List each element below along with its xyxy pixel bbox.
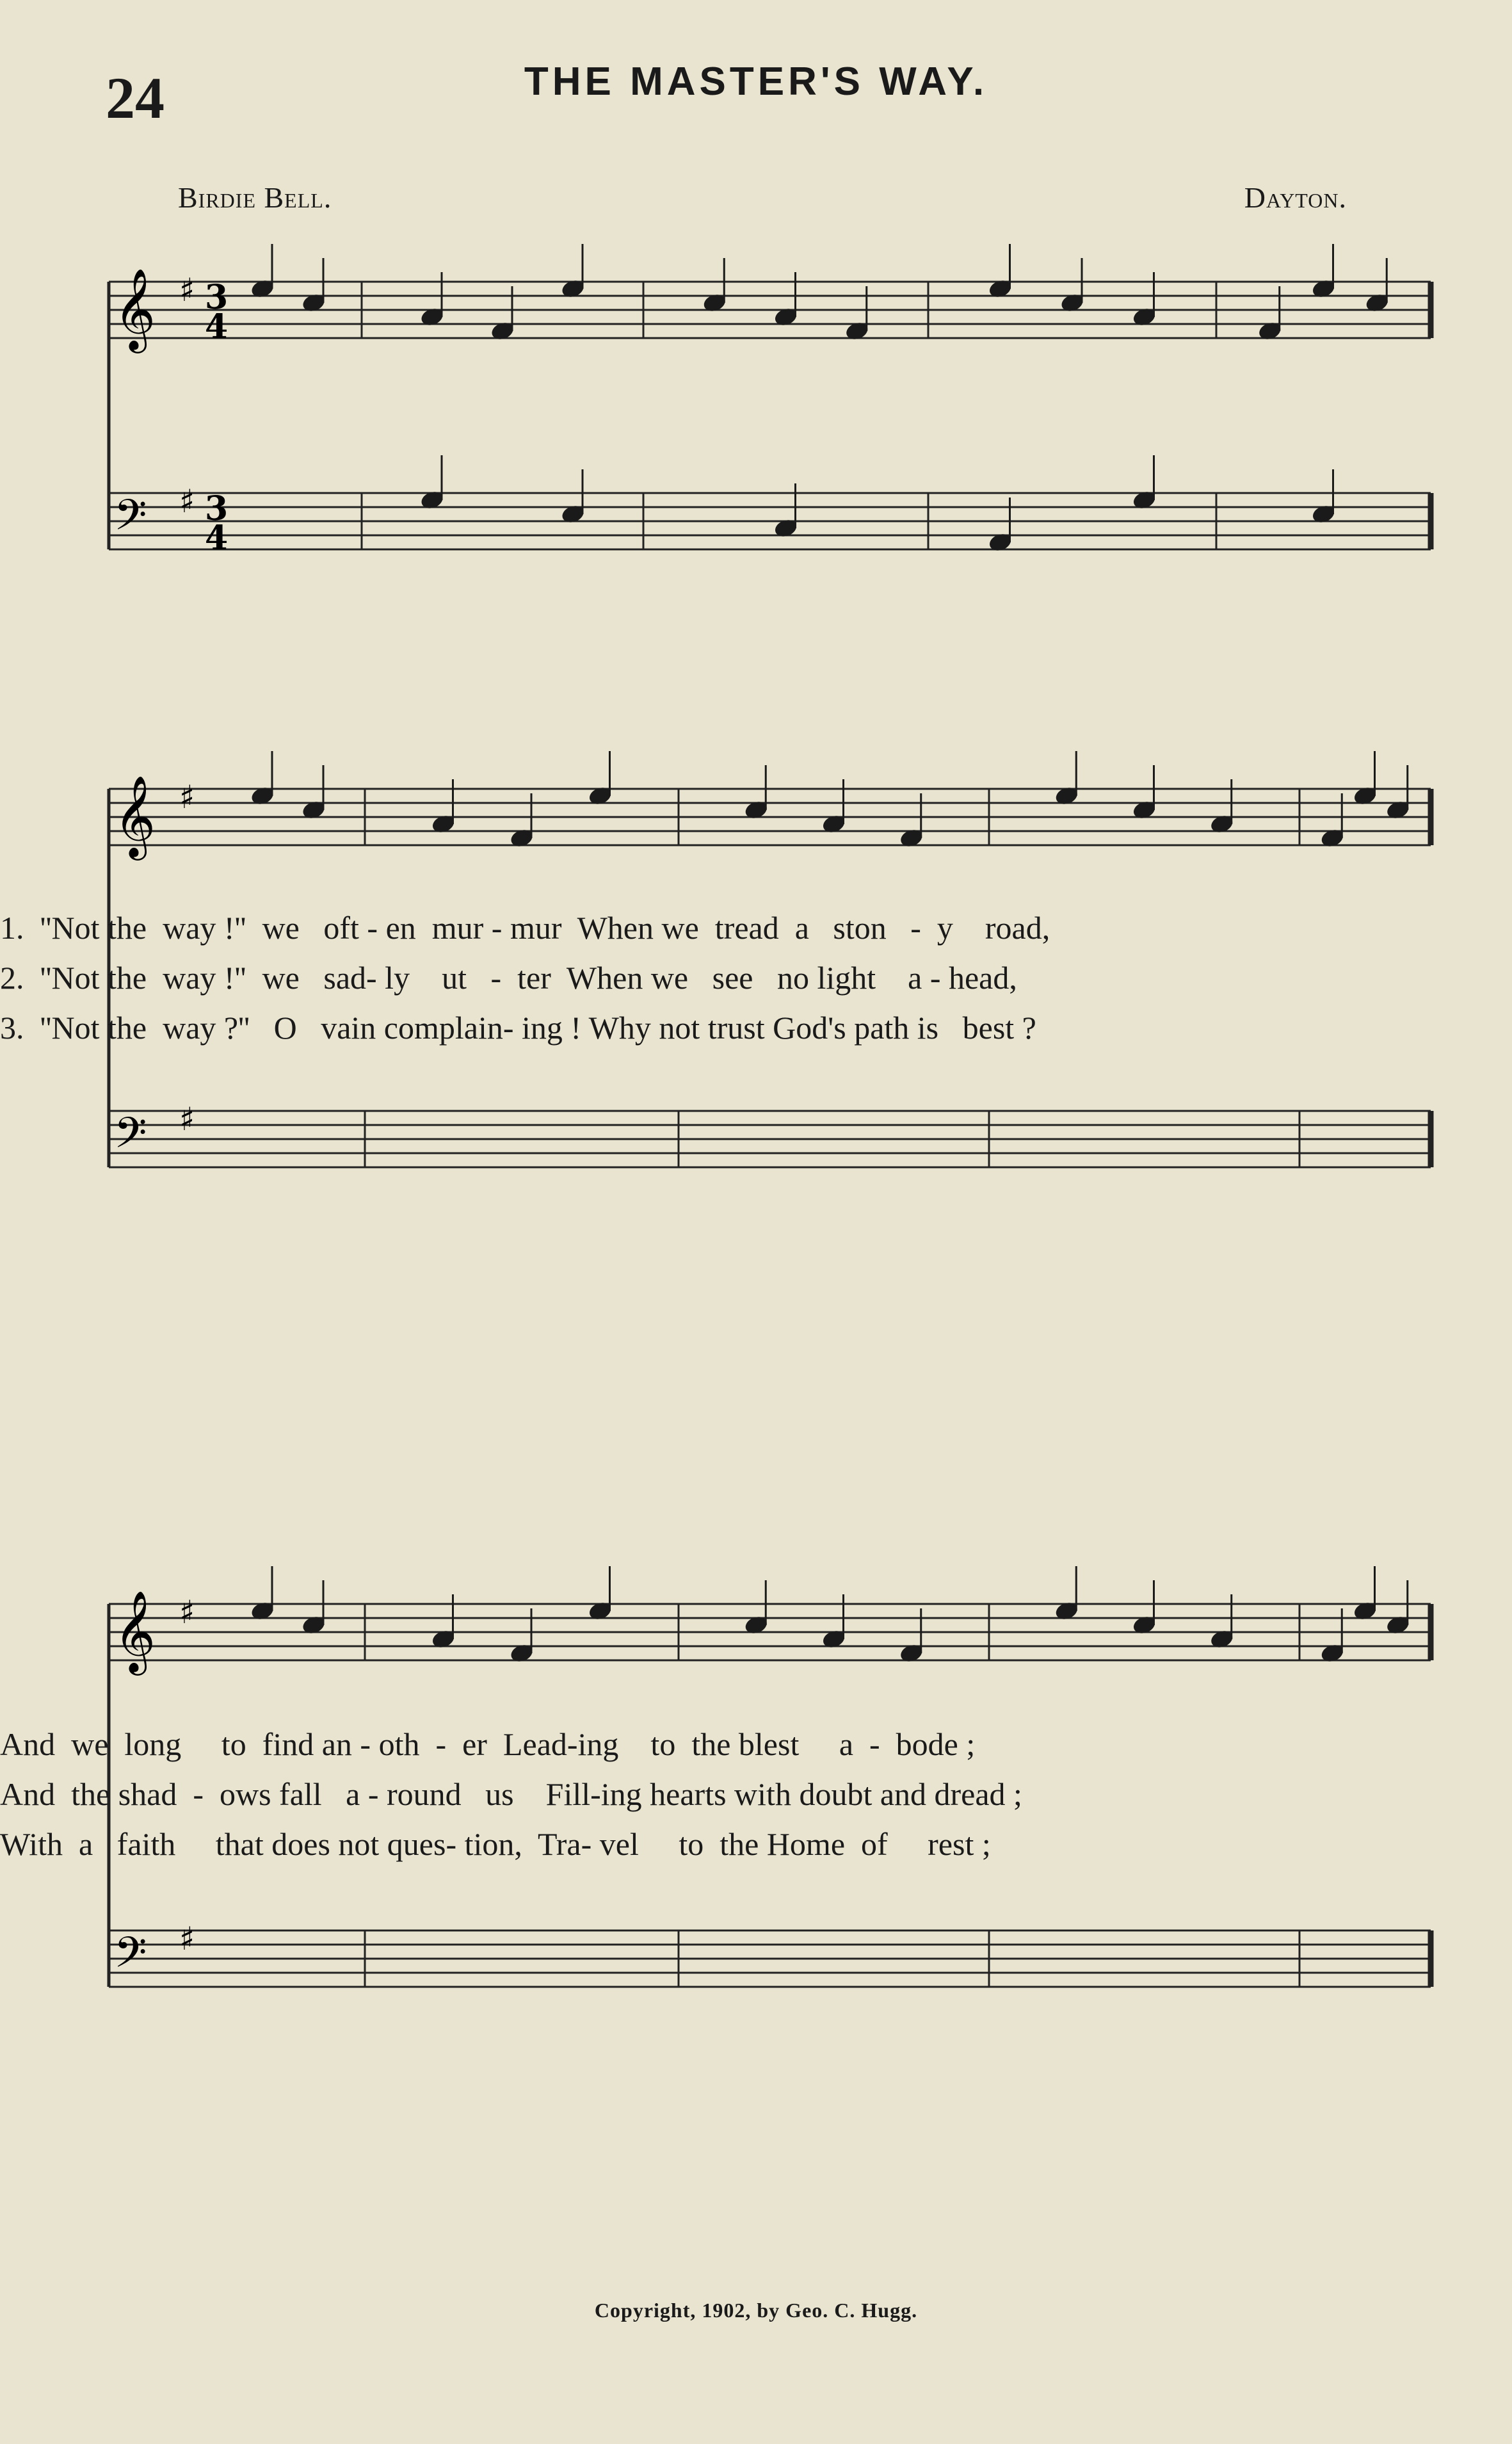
- verse-3-line-2: With a faith that does not ques- tion, Tra- vel to the Home of rest ;: [0, 1826, 991, 1862]
- composer-credit: Dayton.: [1244, 181, 1347, 214]
- treble-clef: 𝄞: [114, 1590, 156, 1672]
- page-title: THE MASTER'S WAY.: [524, 60, 988, 104]
- lyricist-credit: Birdie Bell.: [178, 181, 332, 214]
- verse-2-line-1: 2. ''Not the way !'' we sad- ly ut - ter When we see no light a - head,: [0, 960, 1017, 996]
- verse-3-line-1: 3. ''Not the way ?'' O vain complain- ing ! Why not trust God's path is best ?: [0, 1010, 1036, 1046]
- key-signature-sharp: ♯: [179, 1101, 195, 1138]
- key-signature-sharp: ♯: [179, 1920, 195, 1957]
- treble-clef: 𝄞: [114, 268, 156, 350]
- time-signature: 4: [205, 519, 229, 558]
- bass-clef: 𝄢: [114, 1108, 147, 1168]
- page-number: 24: [106, 65, 165, 131]
- treble-clef: 𝄞: [114, 775, 156, 857]
- verse-1-line-2: And we long to find an - oth - er Lead-ing to the blest a - bode ;: [0, 1726, 976, 1762]
- key-signature-sharp: ♯: [179, 271, 195, 309]
- verse-1-line-1: 1. ''Not the way !'' we oft - en mur - mur When we tread a ston - y road,: [0, 910, 1050, 946]
- key-signature-sharp: ♯: [179, 483, 195, 520]
- copyright-notice: Copyright, 1902, by Geo. C. Hugg.: [594, 2299, 918, 2322]
- time-signature: 3: [205, 278, 229, 317]
- verse-2-line-2: And the shad - ows fall a - round us Fill-ing hearts with doubt and dread ;: [0, 1776, 1022, 1812]
- bass-clef: 𝄢: [114, 1928, 147, 1987]
- time-signature: 3: [205, 489, 229, 528]
- bass-clef: 𝄢: [114, 490, 147, 550]
- key-signature-sharp: ♯: [179, 779, 195, 816]
- time-signature: 4: [205, 307, 229, 346]
- key-signature-sharp: ♯: [179, 1594, 195, 1631]
